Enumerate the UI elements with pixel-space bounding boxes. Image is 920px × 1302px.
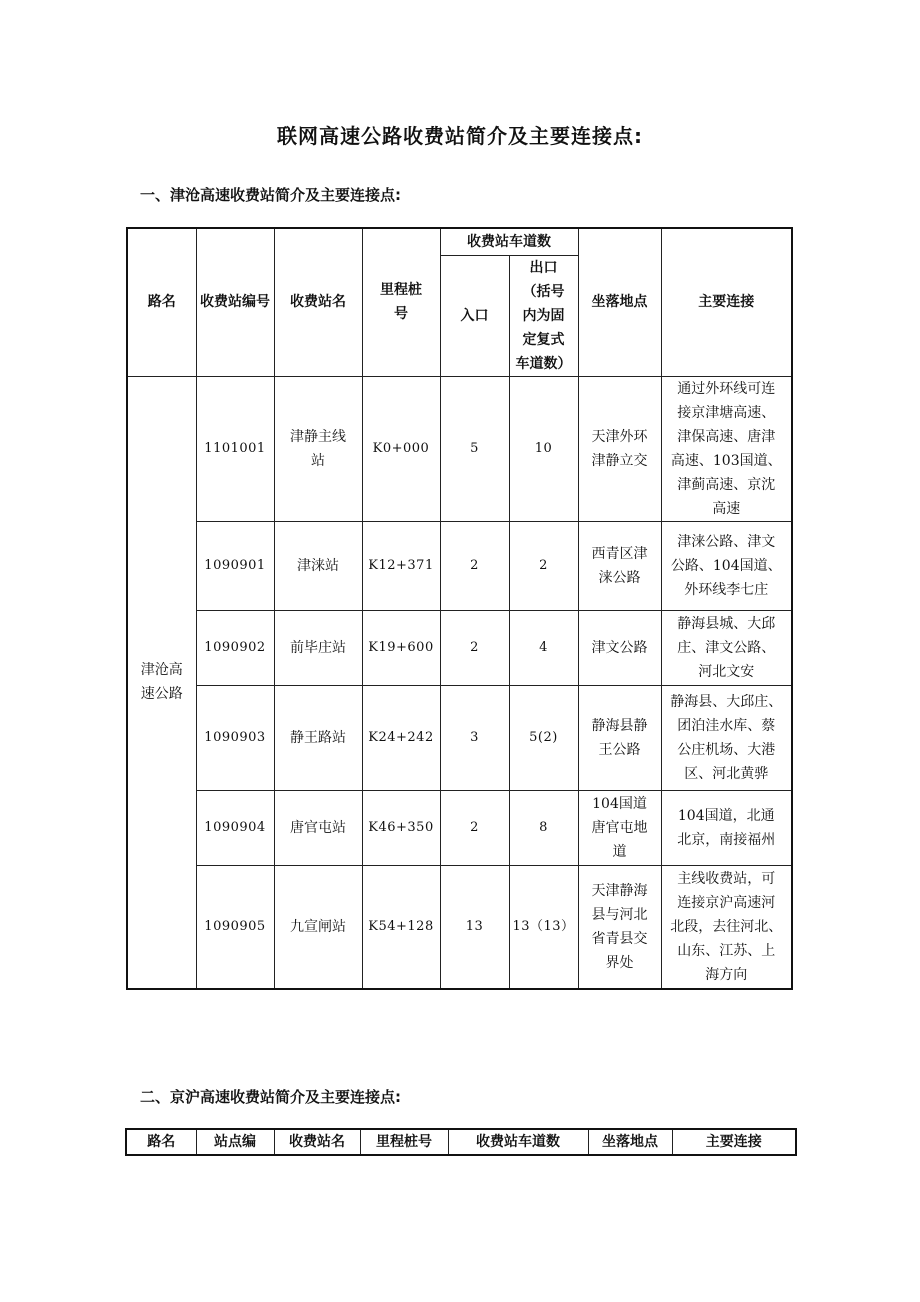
connection: 静海县、大邱庄、 团泊洼水库、蔡 公庄机场、大港 区、河北黄骅 xyxy=(661,685,792,790)
header-code: 站点编 xyxy=(196,1129,274,1155)
header-name: 收费站名 xyxy=(274,1129,360,1155)
location: 静海县静 王公路 xyxy=(578,685,661,790)
mileage: K24+242 xyxy=(362,685,440,790)
mileage: K0+000 xyxy=(362,376,440,521)
header-road: 路名 xyxy=(126,1129,196,1155)
header-mileage: 里程桩 号 xyxy=(362,228,440,376)
table-row xyxy=(127,610,792,685)
entry-lanes: 2 xyxy=(440,521,509,610)
header-connection: 主要连接 xyxy=(661,228,792,376)
header-location: 坐落地点 xyxy=(578,228,661,376)
station-name: 唐官屯站 xyxy=(274,790,362,865)
exit-lanes: 5(2) xyxy=(509,685,578,790)
station-code: 1090901 xyxy=(196,521,274,610)
header-mileage: 里程桩号 xyxy=(360,1129,448,1155)
table-row xyxy=(127,865,792,989)
exit-lanes: 4 xyxy=(509,610,578,685)
header-name: 收费站名 xyxy=(274,228,362,376)
jinghu-toll-table xyxy=(125,1128,797,1156)
exit-lanes: 13（13） xyxy=(509,865,578,989)
station-code: 1090905 xyxy=(196,865,274,989)
section-1-heading: 一、津沧高速收费站简介及主要连接点: xyxy=(140,186,402,204)
header-lanes: 收费站车道数 xyxy=(440,228,578,255)
entry-lanes: 13 xyxy=(440,865,509,989)
table-row xyxy=(127,790,792,865)
entry-lanes: 2 xyxy=(440,610,509,685)
exit-lanes: 10 xyxy=(509,376,578,521)
section-2-heading: 二、京沪高速收费站简介及主要连接点: xyxy=(140,1088,402,1106)
table-row xyxy=(127,521,792,610)
connection: 静海县城、大邱 庄、津文公路、 河北文安 xyxy=(661,610,792,685)
mileage: K19+600 xyxy=(362,610,440,685)
header-lanes: 收费站车道数 xyxy=(448,1129,588,1155)
exit-lanes: 2 xyxy=(509,521,578,610)
entry-lanes: 3 xyxy=(440,685,509,790)
station-name: 静王路站 xyxy=(274,685,362,790)
connection: 104国道，北通 北京，南接福州 xyxy=(661,790,792,865)
connection: 津涞公路、津文 公路、104国道、 外环线李七庄 xyxy=(661,521,792,610)
header-connection: 主要连接 xyxy=(672,1129,796,1155)
location: 津文公路 xyxy=(578,610,661,685)
header-exit: 出口 （括号 内为固 定复式 车道数） xyxy=(509,255,578,376)
entry-lanes: 2 xyxy=(440,790,509,865)
road-name-cell: 津沧高 速公路 xyxy=(127,376,196,989)
exit-lanes: 8 xyxy=(509,790,578,865)
station-code: 1090904 xyxy=(196,790,274,865)
jincang-toll-table xyxy=(126,227,793,990)
station-name: 津涞站 xyxy=(274,521,362,610)
header-location: 坐落地点 xyxy=(588,1129,672,1155)
page-title: 联网高速公路收费站简介及主要连接点: xyxy=(277,124,643,148)
connection: 通过外环线可连 接京津塘高速、 津保高速、唐津 高速、103国道、 津蓟高速、京沈 高速 xyxy=(661,376,792,521)
header-code: 收费站编号 xyxy=(196,228,274,376)
station-code: 1101001 xyxy=(196,376,274,521)
location: 西青区津 涞公路 xyxy=(578,521,661,610)
station-name: 九宣闸站 xyxy=(274,865,362,989)
table-row xyxy=(127,685,792,790)
location: 104国道 唐官屯地 道 xyxy=(578,790,661,865)
entry-lanes: 5 xyxy=(440,376,509,521)
station-name: 前毕庄站 xyxy=(274,610,362,685)
table-row xyxy=(127,376,792,521)
mileage: K12+371 xyxy=(362,521,440,610)
header-road: 路名 xyxy=(127,228,196,376)
location: 天津外环 津静立交 xyxy=(578,376,661,521)
mileage: K54+128 xyxy=(362,865,440,989)
station-code: 1090903 xyxy=(196,685,274,790)
connection: 主线收费站，可 连接京沪高速河 北段，去往河北、 山东、江苏、上 海方向 xyxy=(661,865,792,989)
station-name: 津静主线 站 xyxy=(274,376,362,521)
station-code: 1090902 xyxy=(196,610,274,685)
mileage: K46+350 xyxy=(362,790,440,865)
location: 天津静海 县与河北 省青县交 界处 xyxy=(578,865,661,989)
header-entry: 入口 xyxy=(440,255,509,376)
